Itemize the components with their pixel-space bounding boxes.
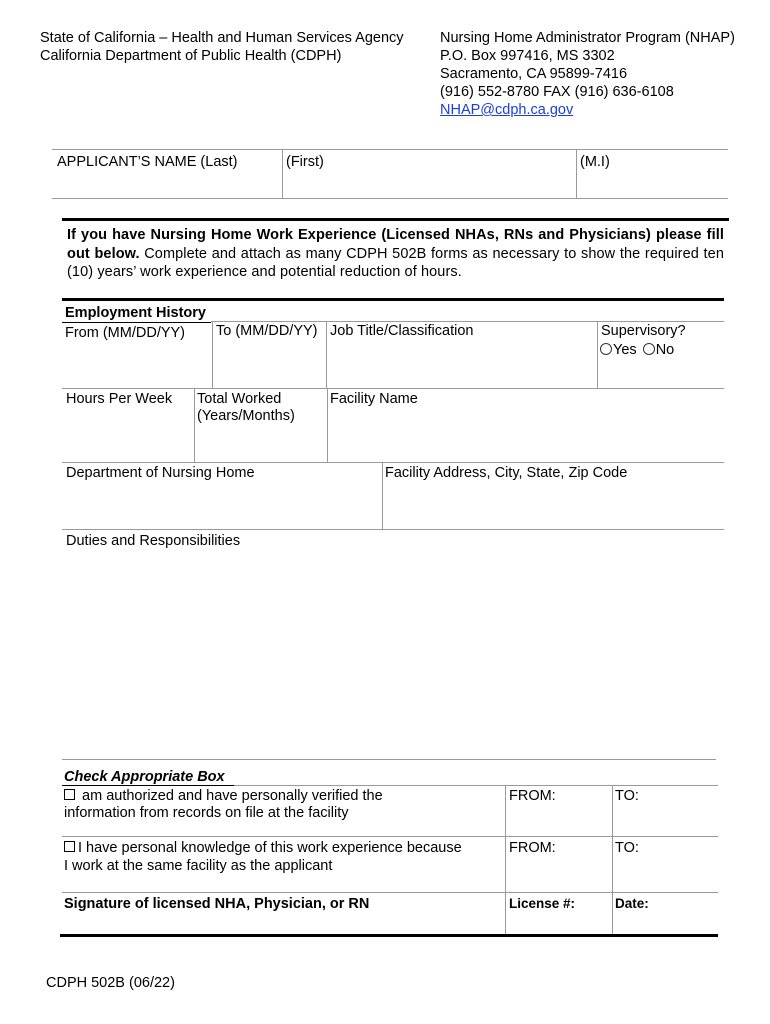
- department-field[interactable]: [62, 463, 382, 529]
- option-1-line-1: [64, 788, 383, 805]
- first-name-field[interactable]: [283, 149, 576, 199]
- license-number-field[interactable]: [506, 893, 612, 935]
- option-1-text-1: am authorized and have personally verified the: [82, 788, 383, 804]
- option-1-from-field[interactable]: [506, 786, 612, 836]
- city-state-zip: Sacramento, CA 95899-7416: [440, 66, 628, 82]
- form-id: CDPH 502B (06/22): [46, 975, 175, 991]
- option-2-line-2: I work at the same facility as the applicant: [64, 858, 333, 874]
- duties-field[interactable]: [62, 530, 724, 758]
- middle-initial-field[interactable]: [577, 149, 728, 199]
- option-1-checkbox[interactable]: [64, 789, 75, 800]
- department-name: California Department of Public Health (CDPH): [40, 48, 342, 64]
- total-worked-field[interactable]: [195, 389, 327, 462]
- employment-top-rule: [62, 298, 724, 301]
- date-label: Date:: [615, 896, 649, 911]
- program-name: Nursing Home Administrator Program (NHAP): [440, 30, 735, 46]
- duties-label: Duties and Responsibilities: [66, 533, 241, 549]
- agency-name: State of California – Health and Human Services Agency: [40, 30, 404, 46]
- verification-top-rule: [62, 759, 716, 760]
- supervisory-yes-label: Yes: [613, 342, 637, 358]
- department-label: Department of Nursing Home: [66, 465, 255, 481]
- verification-option-2: [62, 837, 505, 892]
- license-number-label: License #:: [509, 896, 576, 911]
- supervisory-options: [600, 342, 674, 359]
- from-date-label: From (MM/DD/YY): [65, 325, 186, 341]
- option-1-to-label: TO:: [615, 788, 639, 804]
- option-1-from-label: FROM:: [509, 788, 556, 804]
- verification-option-1: [62, 786, 505, 836]
- verification-section-title: Check Appropriate Box: [64, 769, 225, 785]
- option-2-checkbox[interactable]: [64, 841, 75, 852]
- facility-name-field[interactable]: [328, 389, 724, 462]
- from-date-field[interactable]: [62, 322, 212, 388]
- instructions-bold: If you have Nursing Home Work Experience (Licensed NHAs, RNs and Physicians) please fill out below.: [67, 227, 724, 262]
- option-2-from-label: FROM:: [509, 840, 556, 856]
- employment-section-title: Employment History: [65, 305, 206, 321]
- facility-address-label: Facility Address, City, State, Zip Code: [385, 465, 628, 481]
- job-title-label: Job Title/Classification: [330, 323, 474, 339]
- option-1-to-field[interactable]: [613, 786, 718, 836]
- option-1-line-2: information from records on file at the facility: [64, 805, 349, 821]
- signature-label: Signature of licensed NHA, Physician, or RN: [64, 896, 370, 912]
- option-2-to-field[interactable]: [613, 837, 718, 892]
- to-date-label: To (MM/DD/YY): [216, 323, 318, 339]
- instructions-text: [67, 226, 724, 282]
- supervisory-field: [598, 322, 724, 388]
- total-worked-label-1: Total Worked: [197, 391, 282, 407]
- option-2-line-1: [64, 840, 462, 857]
- last-name-field[interactable]: [52, 149, 282, 199]
- middle-initial-label: (M.I): [580, 154, 610, 170]
- job-title-field[interactable]: [327, 322, 597, 388]
- signature-bottom-rule: [60, 934, 718, 937]
- last-name-label: APPLICANT’S NAME (Last): [57, 154, 238, 170]
- hours-per-week-label: Hours Per Week: [66, 391, 173, 407]
- supervisory-yes-radio[interactable]: [600, 343, 612, 355]
- total-worked-label-2: (Years/Months): [197, 408, 295, 424]
- signature-field[interactable]: [62, 893, 505, 935]
- facility-address-field[interactable]: [383, 463, 724, 529]
- phone-fax: (916) 552-8780 FAX (916) 636-6108: [440, 84, 674, 100]
- first-name-label: (First): [286, 154, 324, 170]
- supervisory-no-label: No: [655, 342, 675, 358]
- intro-top-rule: [62, 218, 729, 221]
- option-2-to-label: TO:: [615, 840, 639, 856]
- supervisory-no-radio[interactable]: [643, 343, 655, 355]
- hours-per-week-field[interactable]: [62, 389, 194, 462]
- supervisory-label: Supervisory?: [601, 323, 686, 339]
- option-2-text-1: I have personal knowledge of this work experience because: [78, 840, 462, 856]
- po-box: P.O. Box 997416, MS 3302: [440, 48, 615, 64]
- instructions-rest: Complete and attach as many CDPH 502B forms as necessary to show the required ten (10) years’ work experience and potential reduction of hours.: [67, 245, 724, 280]
- option-2-from-field[interactable]: [506, 837, 612, 892]
- to-date-field[interactable]: [213, 322, 326, 388]
- email-link[interactable]: NHAP@cdph.ca.gov: [440, 102, 574, 118]
- date-field[interactable]: [613, 893, 718, 935]
- facility-name-label: Facility Name: [330, 391, 418, 407]
